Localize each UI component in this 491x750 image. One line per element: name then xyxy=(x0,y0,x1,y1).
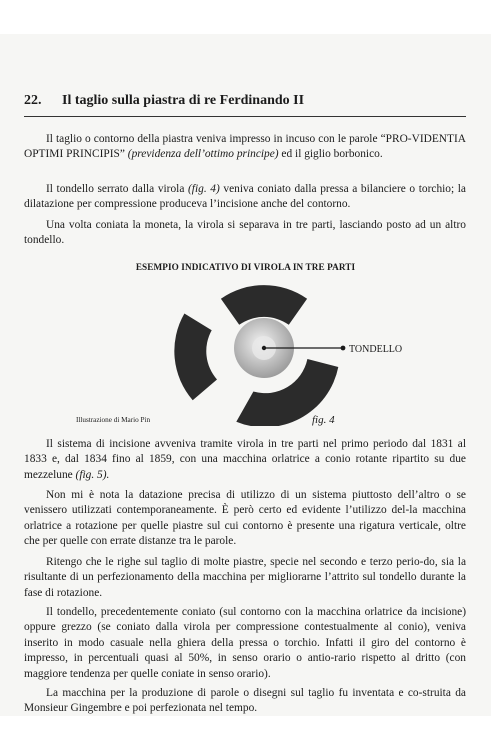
top-bar xyxy=(0,0,491,34)
paragraph: Il tondello serrato dalla virola (fig. 4) veniva coniato dalla pressa a bilanciere o torchio; la dilatazione per compressione produceva l’incisione anche del contorno. xyxy=(24,183,466,211)
illustration-credit: Illustrazione di Mario Pin xyxy=(76,416,151,424)
paragraph: La macchina per la produzione di parole o disegni sul taglio fu inventata e co-struita da Monsieur Gingembre e poi perfezionata nel tempo. xyxy=(24,687,466,715)
tondello-label: TONDELLO xyxy=(349,344,403,355)
tondello-pointer-end xyxy=(341,346,346,351)
section-title: Il taglio sulla piastra di re Ferdinando II xyxy=(62,93,305,108)
heading-divider xyxy=(24,116,466,117)
bottom-bar xyxy=(0,716,491,750)
paragraph: Non mi è nota la datazione precisa di utilizzo di un sistema piuttosto dell’altro o se venissero utilizzati contemporaneamente. È però certo ed evidente l’utilizzo del-la macchina orlatrice a rotazione per quelle piastre sul cui contorno è presente una rigatura verticale, oltre che per quelle con errate distanze tra le parole. xyxy=(24,489,466,548)
section-number: 22. xyxy=(24,93,42,108)
figure-number: fig. 4 xyxy=(312,414,335,426)
paragraph: Una volta coniata la moneta, la virola si separava in tre parti, lasciando posto ad un altro tondello. xyxy=(24,219,466,247)
paragraph: Il sistema di incisione avveniva tramite virola in tre parti nel primo periodo dal 1831 al 1833 e, dal 1834 fino al 1859, con una macchina orlatrice a conio rotante ripartito su due mezzelune (fig. 5). xyxy=(24,438,466,481)
figure-caption: ESEMPIO INDICATIVO DI VIROLA IN TRE PARTI xyxy=(135,262,356,272)
section-heading xyxy=(24,93,464,109)
paragraph: Il tondello, precedentemente coniato (sul contorno con la macchina orlatrice da incisione) oppure grezzo (se coniato dalla virola per compressione contestualmente al conio), veniva inserito in modo casuale nella ghiera della pressa o torchio. Infatti il giro del contorno è impresso, in percentuali quasi al 50%, in senso orario o antio-rario rispetto al dritto (con maggiore tendenza per quelle coniate in senso orario). xyxy=(24,606,466,680)
paragraph: Ritengo che le righe sul taglio di molte piastre, specie nel secondo e terzo perio-do, sia la risultante di un perfezionamento della macchina per migliorarne l’attrito sul tondello durante la fase di rotazione. xyxy=(24,556,466,599)
virola-segment-left xyxy=(174,314,217,401)
paragraph: Il taglio o contorno della piastra veniva impresso in incuso con le parole “PRO-VIDENTIA OPTIMI PRINCIPIS” (previdenza dell’ottimo principe) ed il giglio borbonico. xyxy=(24,133,466,161)
virola-illustration xyxy=(160,276,420,426)
